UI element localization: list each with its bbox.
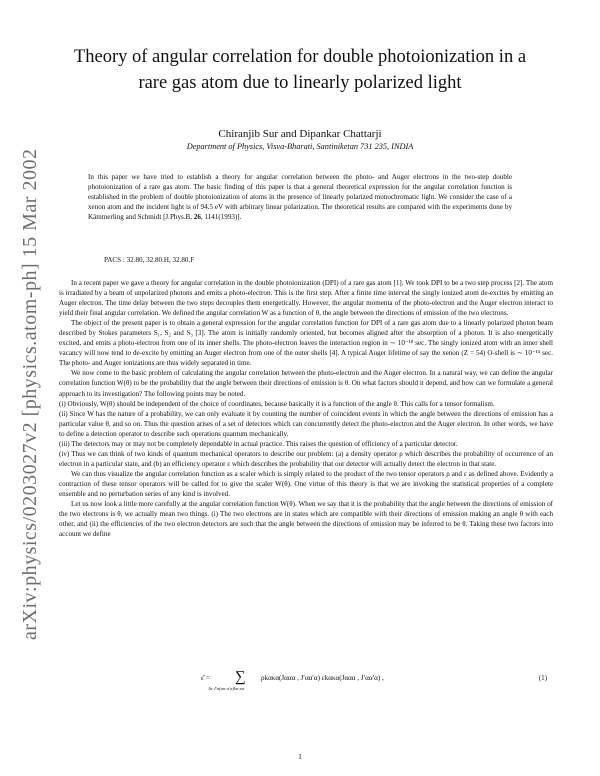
paragraph: (iii) The detectors may or may not be completely dependable in actual practice. This raises the question of efficiency of a particular detector. — [59, 439, 458, 448]
page-number: 1 — [298, 752, 302, 761]
pacs-codes: PACS : 32.80, 32.80.H, 32.80.F — [104, 256, 195, 264]
arxiv-stamp-text: arXiv:physics/0203027v2 [physics.atom-ph] 15 Mar 2002 — [19, 148, 41, 640]
body-text — [59, 278, 553, 539]
abstract-volume: 26 — [193, 213, 201, 222]
abstract-tail: , 1141(1993)]. — [200, 213, 242, 222]
arxiv-stamp — [8, 120, 48, 640]
paragraph: Let us now look a little more carefully at the angular correlation function W(θ). When we say that it is the probability that the angle between the directions of emission of the two electrons is θ, we actually mean two things. (i) The two electrons are in states which are compatible with their directions of emission making an angle θ with each other, and (ii) the efficiencies of the two electron detectors are such that the angle between the directions of emission may be inferred to be θ. Taking these two factors into account we define — [59, 500, 553, 539]
paragraph: We now come to the basic problem of calculating the angular correlation between the photo-electron and the Auger electron. In a natural way, we can define the angular correlation function W(θ) to be the probability that the angle between their directions of emission is θ. On what factors should it depend, and how can we formulate a general approach to its investigation? The following points may be noted. — [59, 369, 553, 398]
abstract-text: In this paper we have tried to establish a theory for angular correlation between the photo- and Auger electrons in the two-step double photoionization of a rare gas atom. The basic finding of this paper is that a general theoretical expression for the angular correlation function is established in the problem of double photoionization of atoms in the presence of linearly polarized monochromatic light. We consider the case of a xenon atom and the incident light is of 94.5 eV with arbitrary linear polarization. The theoretical results are compared with the experiments done by Kämmerling and Schmidt [J.Phys.B, — [88, 173, 512, 222]
equation-number: (1) — [538, 674, 547, 682]
authors: Chiranjib Sur and Dipankar Chattarji — [218, 128, 382, 140]
paragraph: We can thus visualize the angular correlation function as a scaler which is simply related to the product of the two tensor operators ρ and ε as defined above. Evidently a contraction of these tensor operators will be called for to give the scaler W(θ). One virtue of this theory is that we are invoking the statistical properties of a complete ensemble and no perturbation series of any kind is involved. — [59, 469, 553, 498]
summation-symbol: ∑ — [235, 669, 246, 685]
equation-rhs: ρkακα(Jααα , J′αα′α) εkακα(Jααα , J′αα′α) , — [261, 674, 384, 682]
affiliation: Department of Physics, Visva-Bharati, Santiniketan 731 235, INDIA — [186, 142, 414, 151]
summation-indices: Jα J′α(αα α′α)kα κα — [208, 686, 245, 691]
paragraph: In a recent paper we gave a theory for angular correlation in the double photoionization (DPI) of a rare gas atom [1]. We took DPI to be a two step process [2]. The atom is irradiated by a beam of unpolarized photons and emits a photo-electron. This is the first step. After a finite time interval the singly ionized atom de-excites by emitting an Auger electron. The time delay between the two steps decouples them energetically. However, the angular momenta of the photo-electron and the Auger electron interact to yield their final angular correlation. We defined the angular correlation W as a function of θ, the angle between the directions of emission of the two electrons. — [59, 279, 553, 318]
abstract — [88, 172, 512, 222]
paper-title: Theory of angular correlation for double photoionization in a rare gas atom due to linearly polarized light — [73, 47, 527, 93]
paragraph: (iv) Thus we can think of two kinds of quantum mechanical operators to describe our problem: (a) a density operator ρ which describes the probability of occurrence of an electron in a particular state, and (b) an efficiency operator ε which describes the probability that our detector will actually detect the electron in that state. — [59, 449, 553, 468]
equation-lhs: ε̄ = — [201, 674, 210, 682]
paragraph: The object of the present paper is to obtain a general expression for the angular correlation function for DPI of a rare gas atom due to a linearly polarized photon beam described by Stokes parameters S₁, S₂ and S₃ [3]. The atom is initially randomly oriented, but becomes aligned after the absorption of a photon. It is also energetically excited, and emits a photo-electron from one of its inner shells. The photo-electron leaves the interaction region in ∼ 10⁻¹⁸ sec. The singly ionized atom with an inner shell vacancy will now tend to de-excite by emitting an Auger electron from one of the outer shells [4]. A typical Auger lifetime of say the xenon (Z = 54) O-shell is ∼ 10⁻¹⁵ sec. The photo- and Auger ionizations are thus widely separated in time. — [59, 319, 553, 368]
paragraph: (ii) Since W has the nature of a probability, we can only evaluate it by counting the number of coincident events in which the angle between the directions of emission has a particular value θ, and so on. Thus the question arises of a set of detectors which can concurrently detect the photo-electron and the Auger electron. In other words, we have to define a detection operator to describe such operations quantum mechanically. — [59, 409, 553, 438]
paragraph: (i) Obviously, W(θ) should be independent of the choice of coordinates, because basically it is a function of the angle θ. This calls for a tensor formalism. — [59, 399, 495, 408]
equation-1 — [59, 671, 553, 693]
